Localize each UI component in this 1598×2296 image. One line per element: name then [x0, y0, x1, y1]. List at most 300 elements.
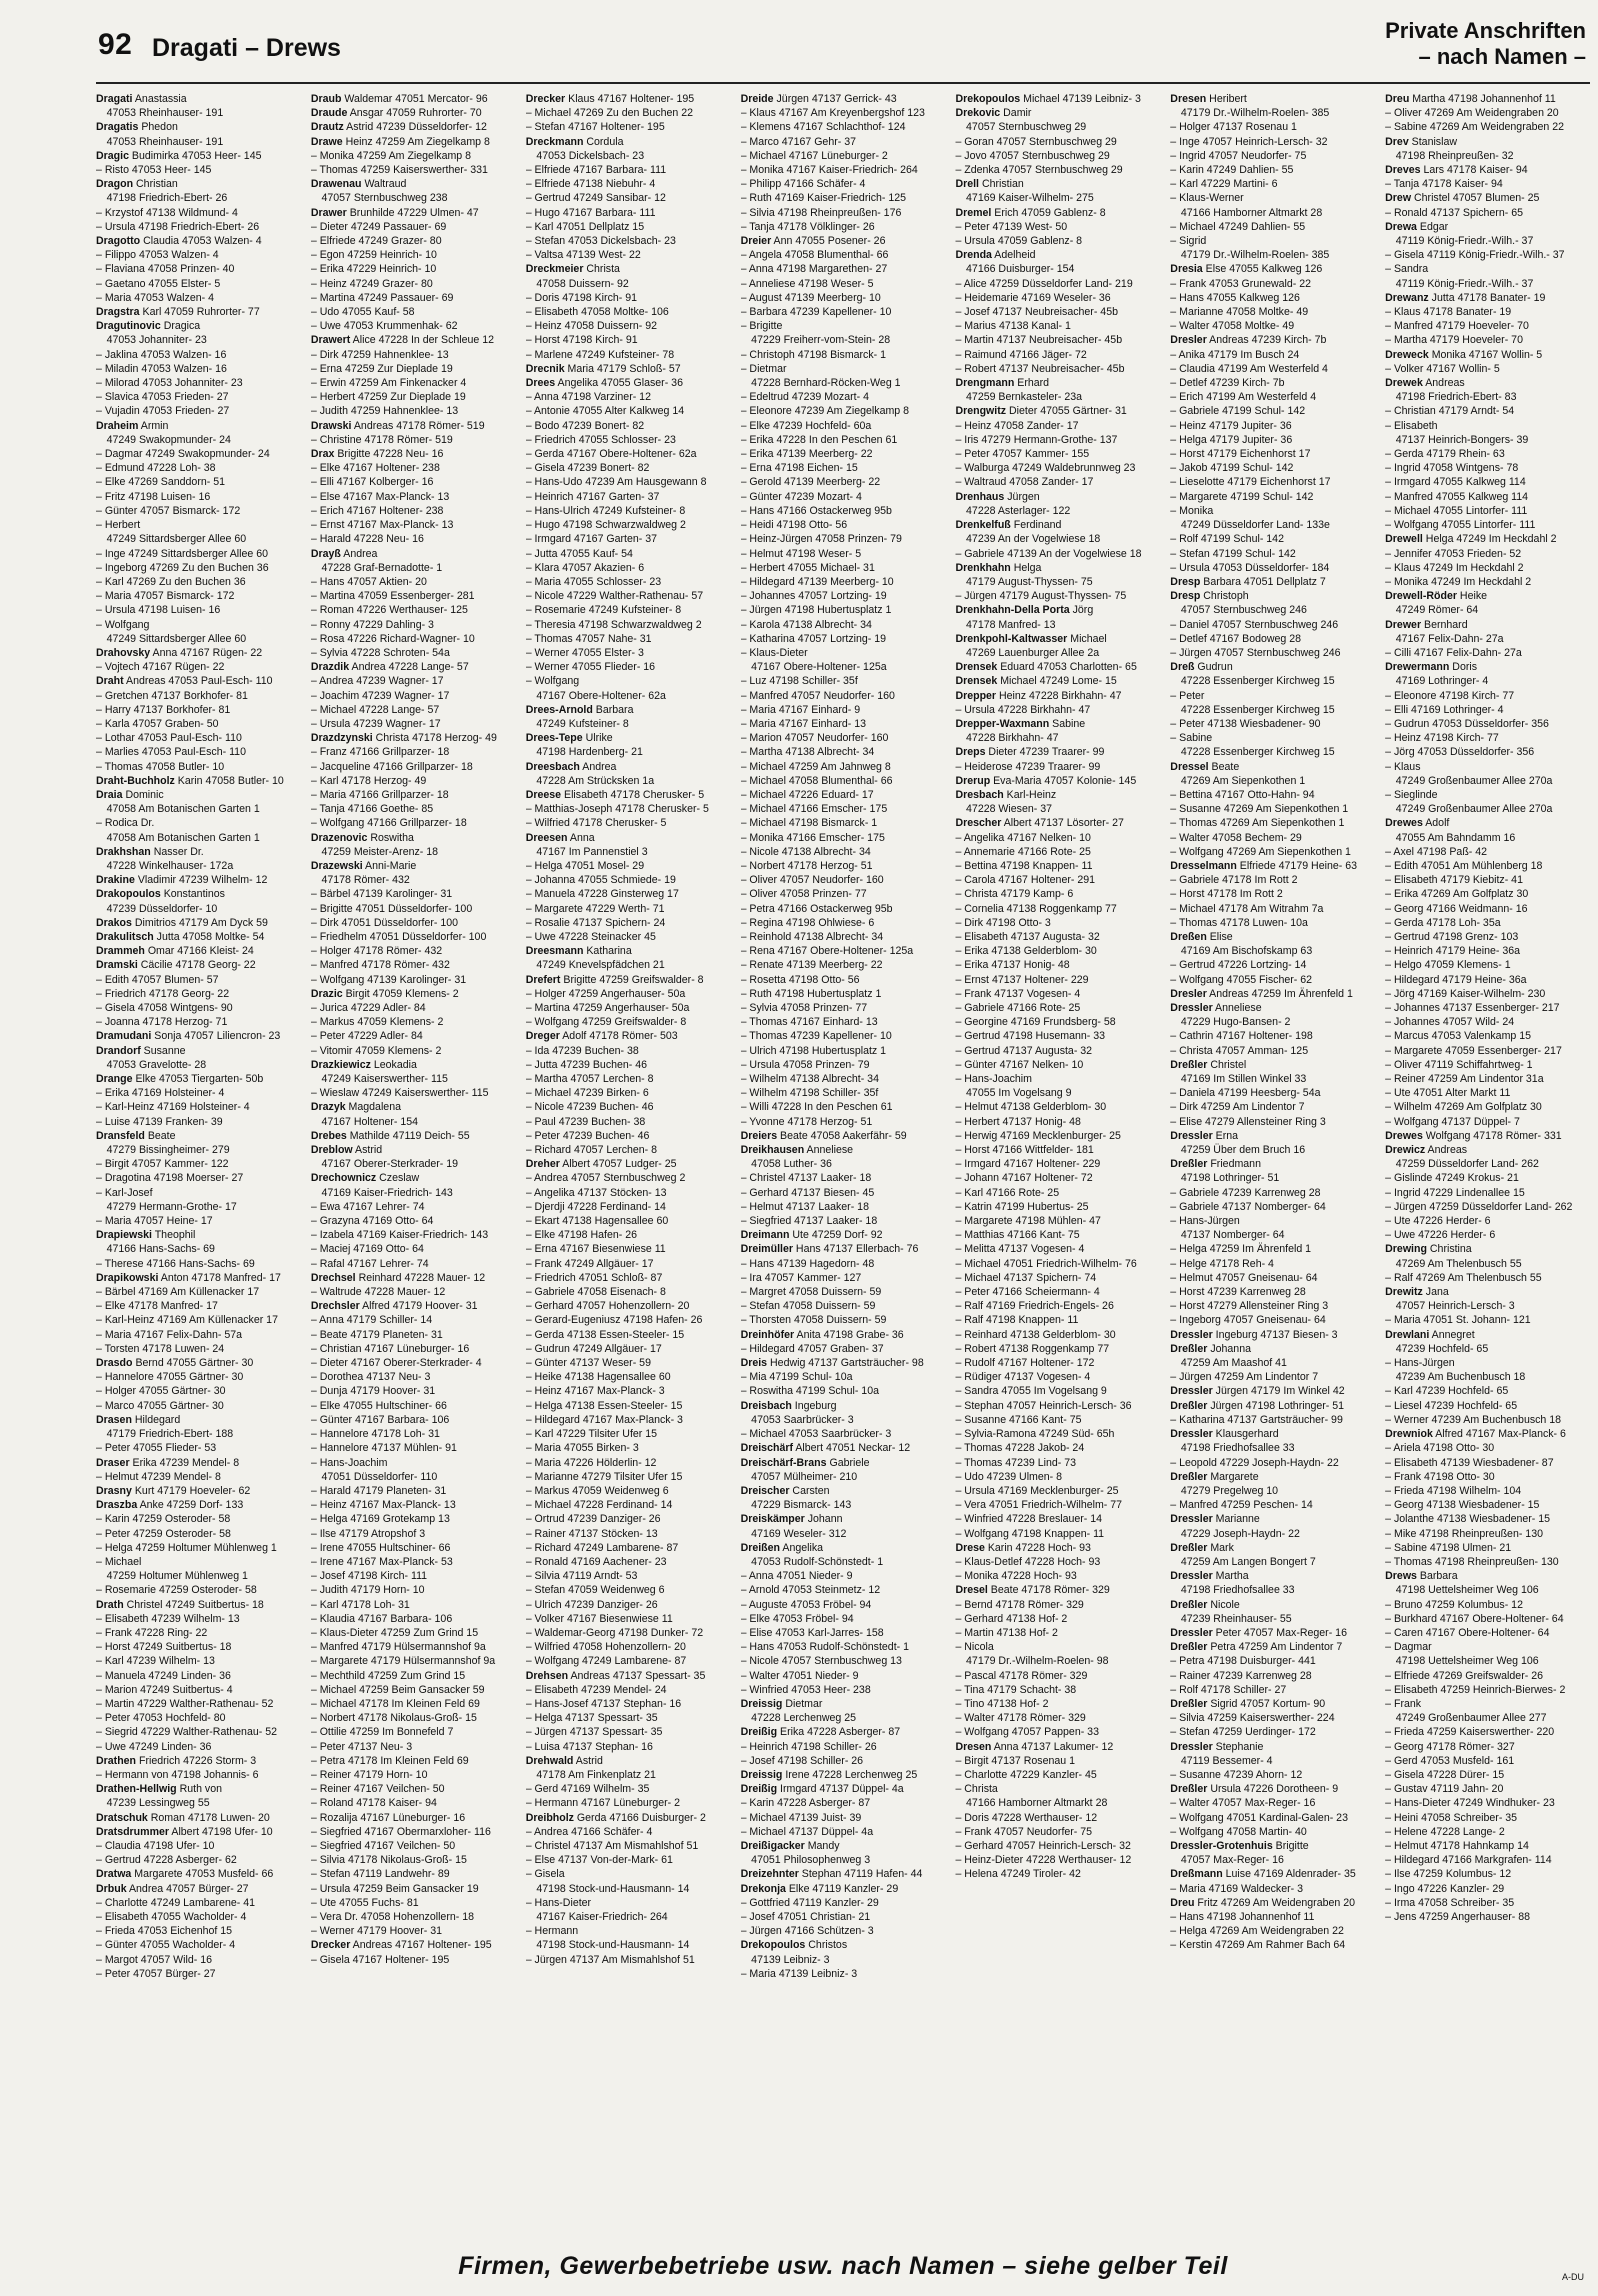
listing-detail: – Gertrud 47226 Lortzing- 14 [1170, 959, 1307, 972]
listing-detail: – Volker 47167 Wollin- 5 [1385, 362, 1500, 375]
listing-surname-entry [526, 760, 731, 774]
listing-detail: – Karl 47269 Zu den Buchen 36 [96, 575, 246, 588]
listing-detail: Waltraud [361, 178, 407, 191]
listing-detail: – Jürgen 47198 Hubertusplatz 1 [740, 604, 892, 617]
listing-detail: – Jurica 47229 Adler- 84 [310, 1002, 426, 1014]
listing-detail: Helga [1010, 561, 1042, 574]
listing-detail: 47119 König-Friedr.-Wilh.- 37 [1385, 235, 1534, 248]
listing-detail: – Erika 47138 Gelderblom- 30 [955, 945, 1097, 958]
listing-surname: Drekovic [955, 107, 1001, 120]
listing-entry [526, 1015, 731, 1029]
listing-surname: Drawe [310, 135, 343, 148]
listing-detail: – Birgit 47057 Kammer- 122 [96, 1158, 229, 1171]
listing-entry [311, 561, 516, 575]
listing-surname-entry [311, 135, 516, 149]
listing-entry [741, 1058, 946, 1072]
listing-entry [1170, 191, 1375, 205]
listing-entry [741, 703, 946, 717]
listing-detail: – Michael 47239 Birken- 6 [525, 1087, 649, 1100]
listing-entry [96, 262, 301, 276]
listing-detail: – Michael [96, 1555, 142, 1568]
listing-surname: Drewes [1385, 817, 1423, 830]
listing-entry [741, 944, 946, 958]
listing-entry [955, 1086, 1160, 1100]
listing-surname-entry [1170, 660, 1375, 674]
listing-entry [741, 291, 946, 305]
listing-detail: – Hildegard 47167 Max-Planck- 3 [525, 1413, 683, 1426]
listing-detail: – Tanja 47178 Völklinger- 26 [740, 220, 875, 233]
listing-detail: – Werner 47179 Hoover- 31 [310, 1925, 442, 1938]
listing-entry [526, 1100, 731, 1114]
listing-detail: Christel 47249 Suitbertus- 18 [123, 1598, 264, 1611]
listing-detail: 47198 Hardenberg- 21 [525, 746, 643, 759]
listing-surname: Drakhshan [96, 845, 151, 858]
listing-detail: – Klemens 47167 Schlachthof- 124 [740, 121, 906, 134]
listing-entry [1385, 1157, 1590, 1171]
listing-entry [741, 731, 946, 745]
listing-surname-entry [1385, 135, 1590, 149]
listing-surname: Drecker [310, 1939, 351, 1952]
listing-detail: – Dunja 47179 Hoover- 31 [310, 1385, 436, 1398]
listing-detail: Adolf [1422, 817, 1450, 830]
listing-detail: – Helmut 47178 Hahnkamp 14 [1385, 1839, 1529, 1852]
listing-detail: Anna 47137 Lakumer- 12 [991, 1740, 1114, 1753]
listing-entry [311, 1910, 516, 1924]
listing-detail: – Marianne 47279 Tilsiter Ufer 15 [525, 1470, 683, 1483]
listing-detail: Erika 47239 Mendel- 8 [129, 1456, 240, 1469]
listing-entry [311, 1811, 516, 1825]
listing-surname: Drenkpohl-Kaltwasser [955, 632, 1068, 645]
listing-entry [1385, 362, 1590, 376]
listing-detail: – Wolfgang 47058 Martin- 40 [1170, 1825, 1307, 1838]
listing-entry [311, 1456, 516, 1470]
listing-entry [1170, 788, 1375, 802]
listing-detail: – Barbara 47239 Kapellener- 10 [740, 306, 892, 319]
listing-detail: 47166 Hamborner Altmarkt 28 [1170, 206, 1323, 219]
listing-entry [955, 1626, 1160, 1640]
listing-entry [955, 447, 1160, 461]
listing-surname-entry [311, 731, 516, 745]
listing-entry [96, 859, 301, 873]
listing-detail: – Gabriele 47058 Eisenach- 8 [525, 1286, 666, 1299]
listing-entry [526, 106, 731, 120]
listing-detail: – Gerold 47139 Meerberg- 22 [740, 476, 881, 489]
listing-entry [311, 674, 516, 688]
listing-surname-entry [1170, 859, 1375, 873]
listing-entry [741, 404, 946, 418]
listing-entry [526, 348, 731, 362]
listing-detail: – Hans-Ulrich 47249 Kufsteiner- 8 [525, 504, 686, 517]
listing-detail: Omar 47166 Kleist- 24 [144, 945, 254, 958]
listing-detail: – Elisabeth 47055 Wacholder- 4 [96, 1911, 247, 1923]
listing-detail: Johanna [1207, 1342, 1251, 1355]
listing-entry [96, 191, 301, 205]
listing-entry [741, 262, 946, 276]
listing-surname-entry [741, 1867, 946, 1881]
listing-entry [741, 632, 946, 646]
listing-detail: Mark [1207, 1541, 1234, 1554]
listing-detail: – Gislinde 47249 Krokus- 21 [1385, 1172, 1519, 1185]
listing-detail: – Mechthild 47259 Zum Grind 15 [310, 1669, 466, 1682]
listing-surname-entry [311, 987, 516, 1001]
listing-surname-entry [1170, 333, 1375, 347]
listing-detail: 47137 Nomberger- 64 [1170, 1229, 1285, 1242]
listing-entry [311, 490, 516, 504]
listing-detail: 47119 Bessemer- 4 [1170, 1754, 1273, 1767]
listing-surname-entry [526, 1811, 731, 1825]
listing-surname-entry [311, 1129, 516, 1143]
listing-detail: – Hans 47053 Rudolf-Schönstedt- 1 [740, 1641, 910, 1654]
listing-surname: Dreßler [1170, 1783, 1208, 1796]
listing-surname-entry [526, 944, 731, 958]
listing-detail: 47137 Heinrich-Bongers- 39 [1385, 433, 1529, 446]
listing-surname-entry [1170, 262, 1375, 276]
listing-detail: – Anna 47198 Varziner- 12 [525, 391, 651, 404]
listing-surname: Drewes [1385, 1129, 1423, 1142]
listing-detail: Helga 47249 Im Heckdahl 2 [1422, 533, 1557, 546]
listing-entry [1385, 1271, 1590, 1285]
listing-detail: Nasser Dr. [150, 845, 204, 858]
listing-surname: Drenkhahn-Della Porta [955, 604, 1070, 617]
listing-entry [526, 845, 731, 859]
listing-entry [1385, 831, 1590, 845]
listing-detail: – Gerhard 47057 Hohenzollern- 20 [525, 1300, 690, 1313]
footer-notice: Firmen, Gewerbebetriebe usw. nach Namen – siehe gelber Teil [458, 2252, 1228, 2280]
listing-entry [1170, 1796, 1375, 1810]
listing-entry [1170, 1200, 1375, 1214]
listing-entry [1385, 745, 1590, 759]
listing-detail: Brigitte 47259 Greifswalder- 8 [560, 973, 704, 986]
listing-entry [1385, 717, 1590, 731]
listing-entry [1385, 760, 1590, 774]
listing-entry [741, 603, 946, 617]
listing-entry [741, 1853, 946, 1867]
listing-detail: Anke 47259 Dorf- 133 [137, 1499, 244, 1512]
listing-detail: – Helmut 47057 Gneisenau- 64 [1170, 1271, 1318, 1284]
listing-detail: – Dagmar [1385, 1641, 1432, 1654]
listing-detail: Eva-Maria 47057 Kolonie- 145 [990, 774, 1137, 787]
listing-entry [741, 475, 946, 489]
listing-surname: Dreßler [1170, 1470, 1208, 1483]
listing-entry [955, 390, 1160, 404]
listing-entry [526, 1427, 731, 1441]
listing-surname: Dramski [96, 959, 138, 972]
listing-entry [1170, 603, 1375, 617]
listing-detail: – Maria 47057 Heine- 17 [96, 1215, 213, 1228]
listing-detail: – Rodica Dr. [96, 817, 155, 830]
listing-detail: – Rainer 47137 Stöcken- 13 [525, 1527, 658, 1540]
listing-detail: – Dagmar 47249 Swakopmunder- 24 [96, 448, 270, 461]
listing-detail: 47269 Am Siepenkothen 1 [1170, 774, 1306, 787]
listing-surname-entry [741, 1242, 946, 1256]
listing-detail: 47057 Mülheimer- 210 [740, 1470, 858, 1483]
listing-surname: Drewniok [1385, 1428, 1433, 1441]
listing-entry [955, 1143, 1160, 1157]
listing-detail: – Martina 47059 Essenberger- 281 [310, 590, 475, 603]
listing-entry [1385, 1754, 1590, 1768]
listing-detail: – Ingeborg 47057 Gneisenau- 64 [1170, 1314, 1326, 1327]
listing-detail: – Michael 47137 Düppel- 4a [740, 1825, 874, 1838]
listing-entry [96, 1839, 301, 1853]
listing-surname-entry [96, 1882, 301, 1896]
listing-entry [311, 1527, 516, 1541]
listing-detail: Andreas 47137 Spessart- 35 [568, 1669, 706, 1682]
listing-surname-entry [741, 1129, 946, 1143]
listing-entry [955, 433, 1160, 447]
listing-entry [1170, 1228, 1375, 1242]
listing-detail: – Frank 47137 Vogesen- 4 [955, 987, 1081, 1000]
listing-surname-entry [1170, 1569, 1375, 1583]
listing-detail: – Wolfgang 47249 Lambarene- 87 [525, 1655, 687, 1668]
listing-detail: 47053 Rheinhauser- 191 [96, 135, 224, 148]
listing-detail: 47228 Essenberger Kirchweg 15 [1170, 746, 1335, 759]
listing-entry [526, 774, 731, 788]
listing-entry [955, 873, 1160, 887]
listing-detail: Konstantinos [160, 888, 225, 901]
listing-detail: – Elfriede 47167 Barbara- 111 [525, 164, 667, 177]
listing-detail: Jutta 47058 Moltke- 54 [153, 930, 265, 943]
listing-surname: Drewer [1385, 618, 1422, 631]
listing-detail: – Maria 47167 Einhard- 13 [740, 717, 867, 730]
listing-entry [741, 1100, 946, 1114]
listing-entry [1385, 987, 1590, 1001]
listing-detail: Heinz 47259 Am Ziegelkamp 8 [342, 135, 490, 148]
listing-detail: – Uwe 47249 Linden- 36 [96, 1740, 212, 1753]
listing-entry [955, 958, 1160, 972]
listing-entry [96, 1328, 301, 1342]
listing-detail: Karl-Heinz [1003, 788, 1057, 801]
listing-entry [526, 191, 731, 205]
listing-detail: – Erna 47167 Biesenwiese 11 [525, 1243, 666, 1256]
listing-detail: Anita 47198 Grabe- 36 [794, 1328, 904, 1341]
listing-surname: Drawer [310, 206, 347, 219]
listing-detail: – Hildegard 47166 Markgrafen- 114 [1385, 1854, 1552, 1867]
listing-entry [1170, 475, 1375, 489]
listing-detail: – Friedrich 47055 Schlosser- 23 [525, 433, 676, 446]
listing-entry [955, 1001, 1160, 1015]
listing-entry [96, 1853, 301, 1867]
listing-entry [96, 1527, 301, 1541]
listing-entry [526, 1143, 731, 1157]
listing-entry [311, 618, 516, 632]
listing-detail: – Walter 47058 Bechem- 29 [1170, 831, 1302, 844]
listing-entry [1170, 1086, 1375, 1100]
listing-surname: Dragotto [96, 235, 141, 248]
listing-entry [955, 944, 1160, 958]
listing-entry [96, 987, 301, 1001]
listing-entry [1170, 305, 1375, 319]
listing-detail: – Norbert 47178 Nikolaus-Groß- 15 [310, 1712, 477, 1725]
listing-surname-entry [1170, 1541, 1375, 1555]
listing-detail: – Detlef 47239 Kirch- 7b [1170, 377, 1285, 390]
listing-surname: Draub [310, 93, 342, 105]
listing-surname: Dressel [1170, 760, 1209, 773]
listing-entry [96, 1115, 301, 1129]
listing-entry [311, 319, 516, 333]
listing-entry [1170, 1299, 1375, 1313]
listing-surname: Dressler [1170, 1385, 1213, 1398]
listing-surname-entry [526, 92, 731, 106]
listing-surname: Drekopoulos [955, 93, 1021, 105]
listing-entry [1170, 1938, 1375, 1952]
listing-detail: Czeslaw [376, 1172, 420, 1185]
listing-detail: Heinz 47228 Birkhahn- 47 [996, 689, 1122, 702]
listing-detail: 47057 Sternbuschweg 29 [955, 121, 1087, 134]
listing-entry [955, 902, 1160, 916]
listing-detail: – Hans-Udo 47239 Am Hausgewann 8 [525, 476, 707, 489]
listing-entry [1385, 1910, 1590, 1924]
listing-surname-entry [741, 1356, 946, 1370]
listing-surname-entry [955, 92, 1160, 106]
listing-surname: Drahovsky [96, 646, 151, 659]
listing-entry [96, 490, 301, 504]
listing-surname-entry [311, 1100, 516, 1114]
listing-entry [1170, 277, 1375, 291]
listing-detail: Roswitha [367, 831, 414, 844]
listing-entry [526, 1413, 731, 1427]
listing-entry [955, 1512, 1160, 1526]
listing-detail: Barbara [592, 703, 634, 716]
listing-detail: – Edith 47051 Am Mühlenberg 18 [1385, 859, 1543, 872]
listing-detail: – Djerdji 47228 Ferdinand- 14 [525, 1200, 666, 1213]
listing-surname-entry [96, 149, 301, 163]
listing-entry [526, 433, 731, 447]
listing-detail: – Sylvia 47058 Prinzen- 77 [740, 1002, 868, 1014]
listing-entry [311, 1598, 516, 1612]
listing-detail: – Klaus-Werner [1170, 192, 1244, 205]
directory-column [955, 92, 1160, 2240]
listing-entry [1170, 1725, 1375, 1739]
directory-column [311, 92, 516, 2240]
listing-entry [526, 1285, 731, 1299]
listing-detail: – Margarete 47179 Hülsermannshof 9a [310, 1655, 496, 1668]
listing-surname-entry [526, 376, 731, 390]
listing-detail: Cäcilie 47178 Georg- 22 [137, 959, 256, 972]
listing-entry [526, 120, 731, 134]
listing-surname-entry [526, 1669, 731, 1683]
listing-entry [1385, 1598, 1590, 1612]
listing-detail: – Karin 47228 Asberger- 87 [740, 1797, 871, 1810]
listing-detail: – Martha 47057 Lerchen- 8 [525, 1073, 654, 1086]
listing-entry [526, 1328, 731, 1342]
listing-entry [311, 1285, 516, 1299]
listing-surname: Dresbach [955, 788, 1004, 801]
listing-entry [1170, 1072, 1375, 1086]
listing-detail: – Regina 47198 Ohlwiese- 6 [740, 916, 875, 929]
listing-detail: – Ingrid 47229 Lindenallee 15 [1385, 1186, 1525, 1199]
listing-surname-entry [96, 873, 301, 887]
listing-entry [955, 1683, 1160, 1697]
listing-entry [1385, 177, 1590, 191]
listing-detail: – Maciej 47169 Otto- 64 [310, 1243, 424, 1256]
listing-entry [1385, 1740, 1590, 1754]
listing-detail: – Günter 47057 Bismarck- 172 [96, 504, 241, 517]
listing-detail: – Anna 47198 Margarethen- 27 [740, 263, 888, 276]
listing-entry [741, 1583, 946, 1597]
listing-detail: – Winfried 47228 Breslauer- 14 [955, 1513, 1103, 1526]
listing-surname: Dreßler [1170, 1598, 1208, 1611]
listing-entry [311, 1825, 516, 1839]
listing-entry [311, 390, 516, 404]
listing-detail: Beate [144, 1129, 176, 1142]
listing-detail: – Katrin 47199 Hubertus- 25 [955, 1200, 1089, 1213]
listing-entry [1385, 1399, 1590, 1413]
listing-entry [96, 1583, 301, 1597]
listing-surname: Drazdik [310, 661, 350, 674]
listing-detail: – Hans 47055 Kalkweg 126 [1170, 291, 1300, 304]
listing-detail: – Peter 47259 Osteroder- 58 [96, 1527, 231, 1540]
listing-detail: Beate [1208, 760, 1240, 773]
listing-entry [96, 575, 301, 589]
listing-detail: – Gottfried 47119 Kanzler- 29 [740, 1896, 879, 1909]
listing-detail: – Waldemar-Georg 47198 Dunker- 72 [525, 1626, 704, 1639]
listing-entry [741, 1214, 946, 1228]
listing-detail: – Peter 47139 West- 50 [955, 220, 1068, 233]
listing-entry [311, 248, 516, 262]
listing-entry [955, 234, 1160, 248]
listing-surname-entry [96, 1484, 301, 1498]
listing-entry [1170, 163, 1375, 177]
listing-entry [311, 603, 516, 617]
listing-detail: – Hildegard 47139 Meerberg- 10 [740, 575, 894, 588]
listing-detail: – Josef 47137 Neubreisacher- 45b [955, 306, 1118, 319]
listing-entry [311, 1086, 516, 1100]
listing-detail: – Gertrud 47249 Sansibar- 12 [525, 192, 666, 205]
listing-surname: Dressler-Grotenhuis [1170, 1839, 1273, 1852]
listing-detail: – Else 47167 Max-Planck- 13 [310, 490, 450, 503]
listing-detail: Jürgen [1004, 490, 1040, 503]
listing-entry [96, 1285, 301, 1299]
listing-entry [311, 1924, 516, 1938]
listing-entry [1385, 1257, 1590, 1271]
listing-detail: Johann [804, 1513, 843, 1526]
listing-entry [741, 191, 946, 205]
listing-entry [96, 831, 301, 845]
listing-entry [1385, 1342, 1590, 1356]
listing-entry [741, 1683, 946, 1697]
listing-surname: Dresler [1170, 987, 1207, 1000]
listing-entry [311, 277, 516, 291]
listing-entry [1385, 603, 1590, 617]
listing-detail: – Goran 47057 Sternbuschweg 29 [955, 135, 1117, 148]
listing-entry [526, 1384, 731, 1398]
listing-surname-entry [1170, 1129, 1375, 1143]
listing-entry [526, 1697, 731, 1711]
listing-detail: Angelika 47055 Glaser- 36 [555, 377, 683, 390]
listing-entry [311, 887, 516, 901]
listing-detail: – Joachim 47239 Wagner- 17 [310, 689, 450, 702]
listing-surname: Drbuk [96, 1882, 127, 1895]
listing-detail: – Walter 47051 Nieder- 9 [740, 1669, 859, 1682]
listing-surname-entry [955, 490, 1160, 504]
listing-entry [1385, 1299, 1590, 1313]
listing-surname-entry [1385, 291, 1590, 305]
listing-detail: – Dorothea 47137 Neu- 3 [310, 1371, 431, 1384]
listing-surname-entry [955, 632, 1160, 646]
listing-detail: 47269 Am Thelenbusch 55 [1385, 1257, 1522, 1270]
listing-detail: – Valtsa 47139 West- 22 [525, 249, 641, 262]
listing-detail: 47139 Leibniz- 3 [740, 1953, 830, 1966]
listing-detail: – Ute 47051 Alter Markt 11 [1385, 1087, 1511, 1100]
listing-surname: Drandorf [96, 1044, 141, 1057]
listing-surname-entry [96, 1867, 301, 1881]
listing-detail: – Ariela 47198 Otto- 30 [1385, 1442, 1495, 1455]
listing-detail: – Edmund 47228 Loh- 38 [96, 462, 216, 475]
listing-detail: – Bärbel 47139 Karolinger- 31 [310, 888, 453, 901]
listing-detail: – Ute 47226 Herder- 6 [1385, 1215, 1491, 1228]
listing-entry [526, 1242, 731, 1256]
listing-detail: – Volker 47167 Biesenwiese 11 [525, 1612, 673, 1625]
